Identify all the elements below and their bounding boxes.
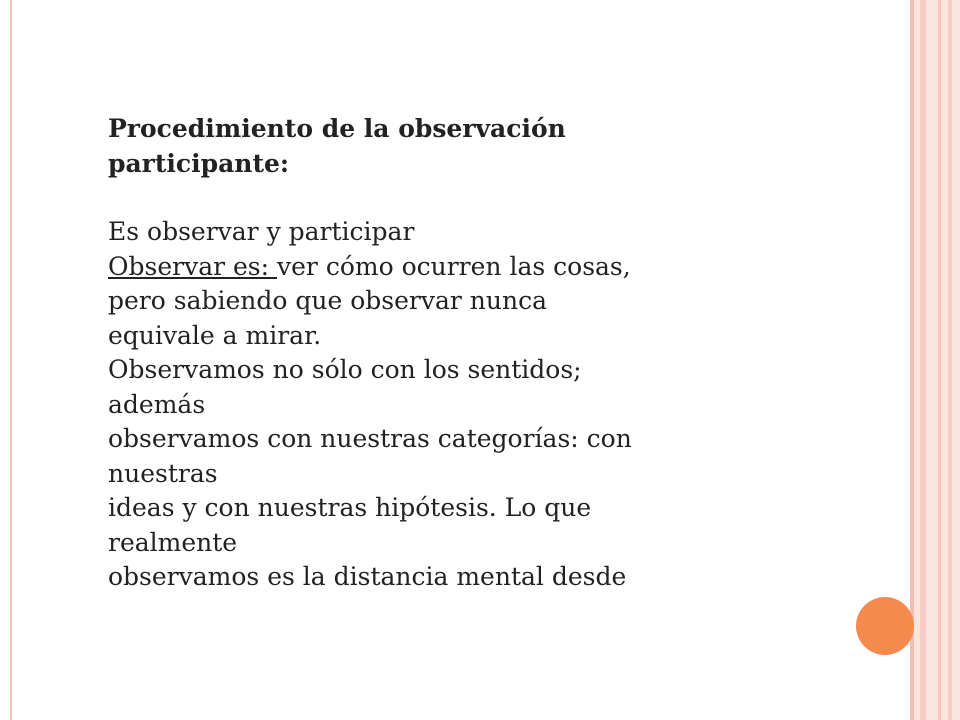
slide-content — [108, 112, 818, 595]
stripe — [920, 0, 926, 720]
body-line: observamos es la distancia mental desde — [108, 562, 627, 591]
slide-title — [108, 112, 818, 181]
definition-text: ver cómo ocurren las cosas, — [277, 251, 631, 281]
definition-label: Observar es: — [108, 251, 277, 281]
body-line: Es observar y participar — [108, 217, 415, 246]
title-line: Procedimiento de la observación — [108, 114, 566, 143]
accent-dot — [856, 597, 914, 655]
body-line: Observamos no sólo con los sentidos; — [108, 355, 582, 384]
body-line: además — [108, 389, 206, 419]
stripe — [948, 0, 952, 720]
stripe — [938, 0, 941, 720]
body-line: nuestras — [108, 458, 218, 488]
body-line: observamos con nuestras categorías: con — [108, 424, 632, 453]
right-stripe-panel — [910, 0, 960, 720]
body-text — [108, 215, 818, 595]
body-line: equivale a mirar. — [108, 320, 322, 350]
title-line: participante: — [108, 148, 290, 178]
body-line: realmente — [108, 527, 238, 557]
left-frame-border — [0, 0, 12, 720]
body-line: ideas y con nuestras hipótesis. Lo que — [108, 493, 592, 522]
body-line — [108, 250, 818, 285]
body-line: pero sabiendo que observar nunca — [108, 286, 547, 315]
